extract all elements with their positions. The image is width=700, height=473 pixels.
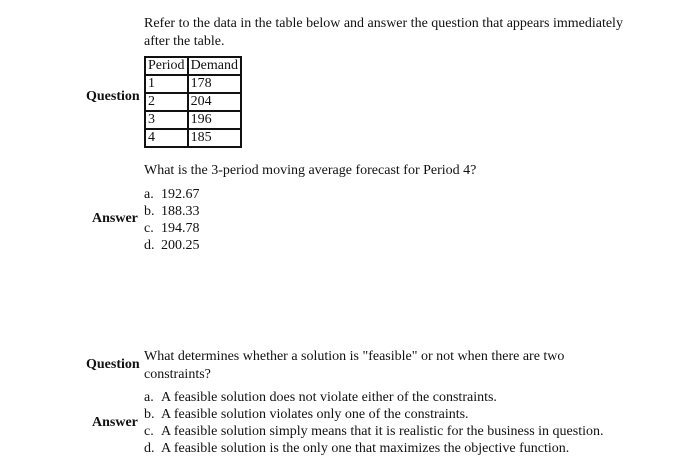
q1-option-a[interactable]	[144, 186, 200, 203]
q1-data-table	[144, 56, 242, 148]
q1-intro-line2: after the table.	[144, 34, 225, 49]
q1-options	[144, 186, 200, 254]
option-letter: c.	[144, 221, 154, 236]
table-header-period: Period	[145, 57, 188, 75]
option-text: A feasible solution violates only one of the constraints.	[161, 407, 469, 422]
table-header-demand: Demand	[188, 57, 241, 75]
table-cell-demand: 204	[188, 93, 241, 111]
q1-prompt: What is the 3-period moving average forecast for Period 4?	[144, 163, 477, 178]
option-text: A feasible solution does not violate either of the constraints.	[161, 390, 497, 405]
q1-intro-line1: Refer to the data in the table below and answer the question that appears immediately	[144, 16, 623, 31]
q2-option-a[interactable]	[144, 389, 604, 406]
option-text: 200.25	[161, 238, 200, 253]
option-letter: d.	[144, 238, 155, 253]
table-cell-demand: 178	[188, 75, 241, 93]
option-letter: b.	[144, 407, 155, 422]
q2-question-label: Question	[86, 357, 140, 372]
table-cell-demand: 196	[188, 111, 241, 129]
table-cell-period: 2	[145, 93, 188, 111]
table-cell-demand: 185	[188, 129, 241, 147]
option-letter: a.	[144, 390, 154, 405]
table-row	[145, 75, 241, 93]
table-row	[145, 93, 241, 111]
option-text: A feasible solution simply means that it is realistic for the business in question.	[161, 424, 604, 439]
option-text: 194.78	[161, 221, 200, 236]
q1-intro	[144, 15, 684, 51]
q1-option-c[interactable]	[144, 220, 200, 237]
q1-answer-label: Answer	[92, 211, 138, 226]
q2-answer-label: Answer	[92, 415, 138, 430]
table-row	[145, 111, 241, 129]
option-letter: a.	[144, 187, 154, 202]
table-header-row	[145, 57, 241, 75]
option-text: 188.33	[161, 204, 200, 219]
option-letter: b.	[144, 204, 155, 219]
table-row	[145, 129, 241, 147]
option-text: A feasible solution is the only one that maximizes the objective function.	[161, 441, 570, 456]
q1-data-table-wrap	[144, 56, 242, 148]
q1-question-label: Question	[86, 89, 140, 104]
q2-prompt	[144, 348, 684, 384]
q2-options	[144, 389, 604, 457]
q2-option-b[interactable]	[144, 406, 604, 423]
q2-option-c[interactable]	[144, 423, 604, 440]
option-text: 192.67	[161, 187, 200, 202]
table-cell-period: 3	[145, 111, 188, 129]
option-letter: d.	[144, 441, 155, 456]
table-cell-period: 1	[145, 75, 188, 93]
q2-option-d[interactable]	[144, 440, 604, 457]
q1-option-d[interactable]	[144, 237, 200, 254]
q1-option-b[interactable]	[144, 203, 200, 220]
q2-prompt-line2: constraints?	[144, 367, 211, 382]
option-letter: c.	[144, 424, 154, 439]
table-cell-period: 4	[145, 129, 188, 147]
q2-prompt-line1: What determines whether a solution is "feasible" or not when there are two	[144, 349, 565, 364]
